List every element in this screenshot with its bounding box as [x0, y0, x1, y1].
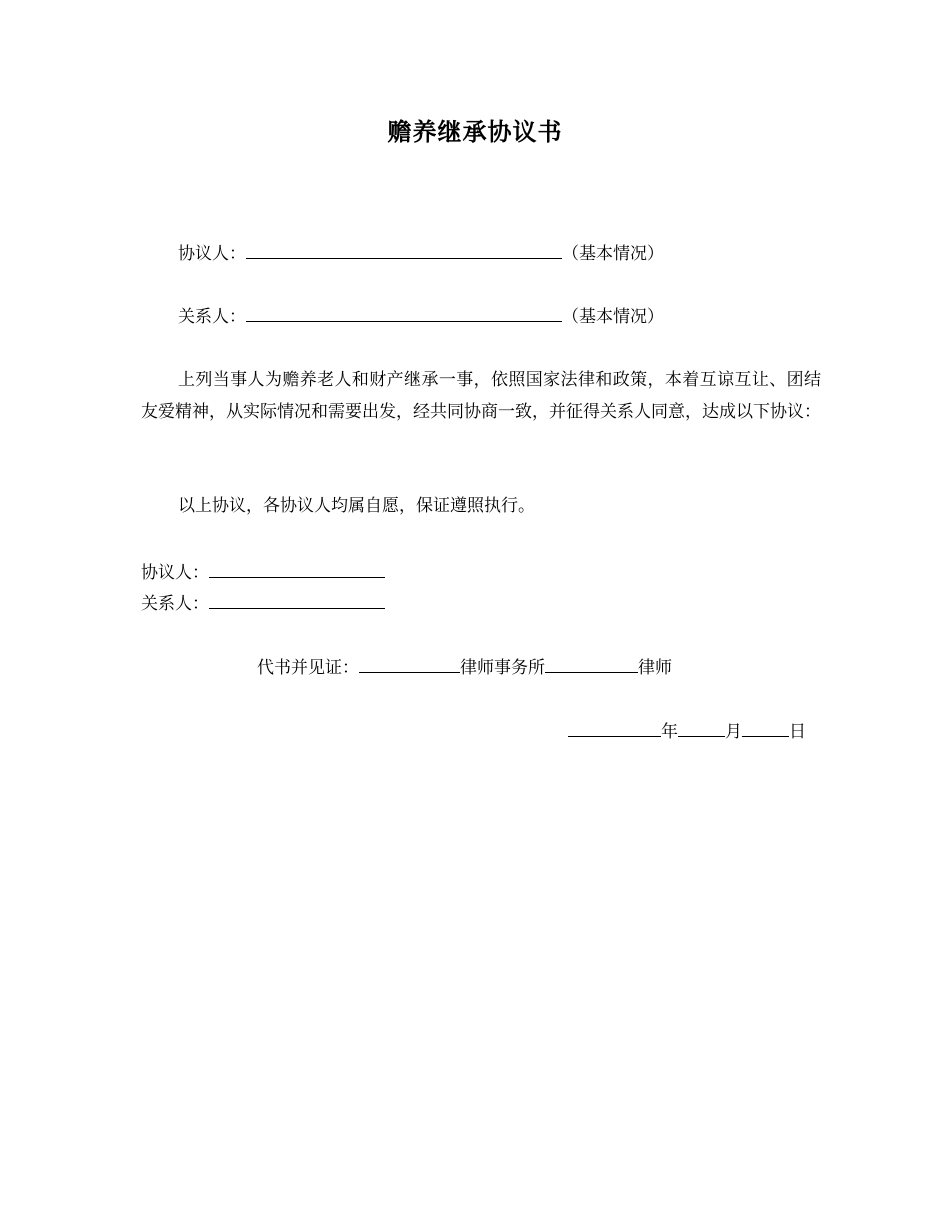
signature-label: 协议人：	[141, 563, 209, 583]
witness-line	[257, 654, 672, 680]
party-label: 关系人：	[178, 307, 246, 327]
day-label: 日	[789, 722, 806, 742]
agreement-paragraph: 上列当事人为赡养老人和财产继承一事，依照国家法律和政策，本着互谅互让、团结友爱精神，从实际情况和需要出发，经共同协商一致，并征得关系人同意，达成以下协议：	[141, 370, 821, 422]
party-note: （基本情况）	[562, 244, 664, 264]
signature-line-agreement	[141, 559, 385, 585]
firm-suffix: 律师事务所	[460, 658, 545, 678]
party-line-agreement	[178, 240, 664, 266]
signature-blank[interactable]	[209, 590, 385, 609]
signature-blank[interactable]	[209, 559, 385, 578]
party-name-blank[interactable]	[246, 303, 562, 322]
month-blank[interactable]	[678, 718, 725, 737]
lawyer-suffix: 律师	[638, 658, 672, 678]
party-label: 协议人：	[178, 244, 246, 264]
date-line	[568, 718, 806, 744]
firm-name-blank[interactable]	[359, 654, 460, 673]
party-line-relation	[178, 303, 664, 329]
year-blank[interactable]	[568, 718, 661, 737]
lawyer-name-blank[interactable]	[545, 654, 638, 673]
document-title: 赡养继承协议书	[387, 118, 563, 146]
witness-label: 代书并见证：	[257, 658, 359, 678]
month-label: 月	[725, 722, 742, 742]
day-blank[interactable]	[742, 718, 789, 737]
signature-label: 关系人：	[141, 594, 209, 614]
signature-line-relation	[141, 590, 385, 616]
closing-statement: 以上协议，各协议人均属自愿，保证遵照执行。	[178, 496, 535, 516]
year-label: 年	[661, 722, 678, 742]
party-name-blank[interactable]	[246, 240, 562, 259]
party-note: （基本情况）	[562, 307, 664, 327]
